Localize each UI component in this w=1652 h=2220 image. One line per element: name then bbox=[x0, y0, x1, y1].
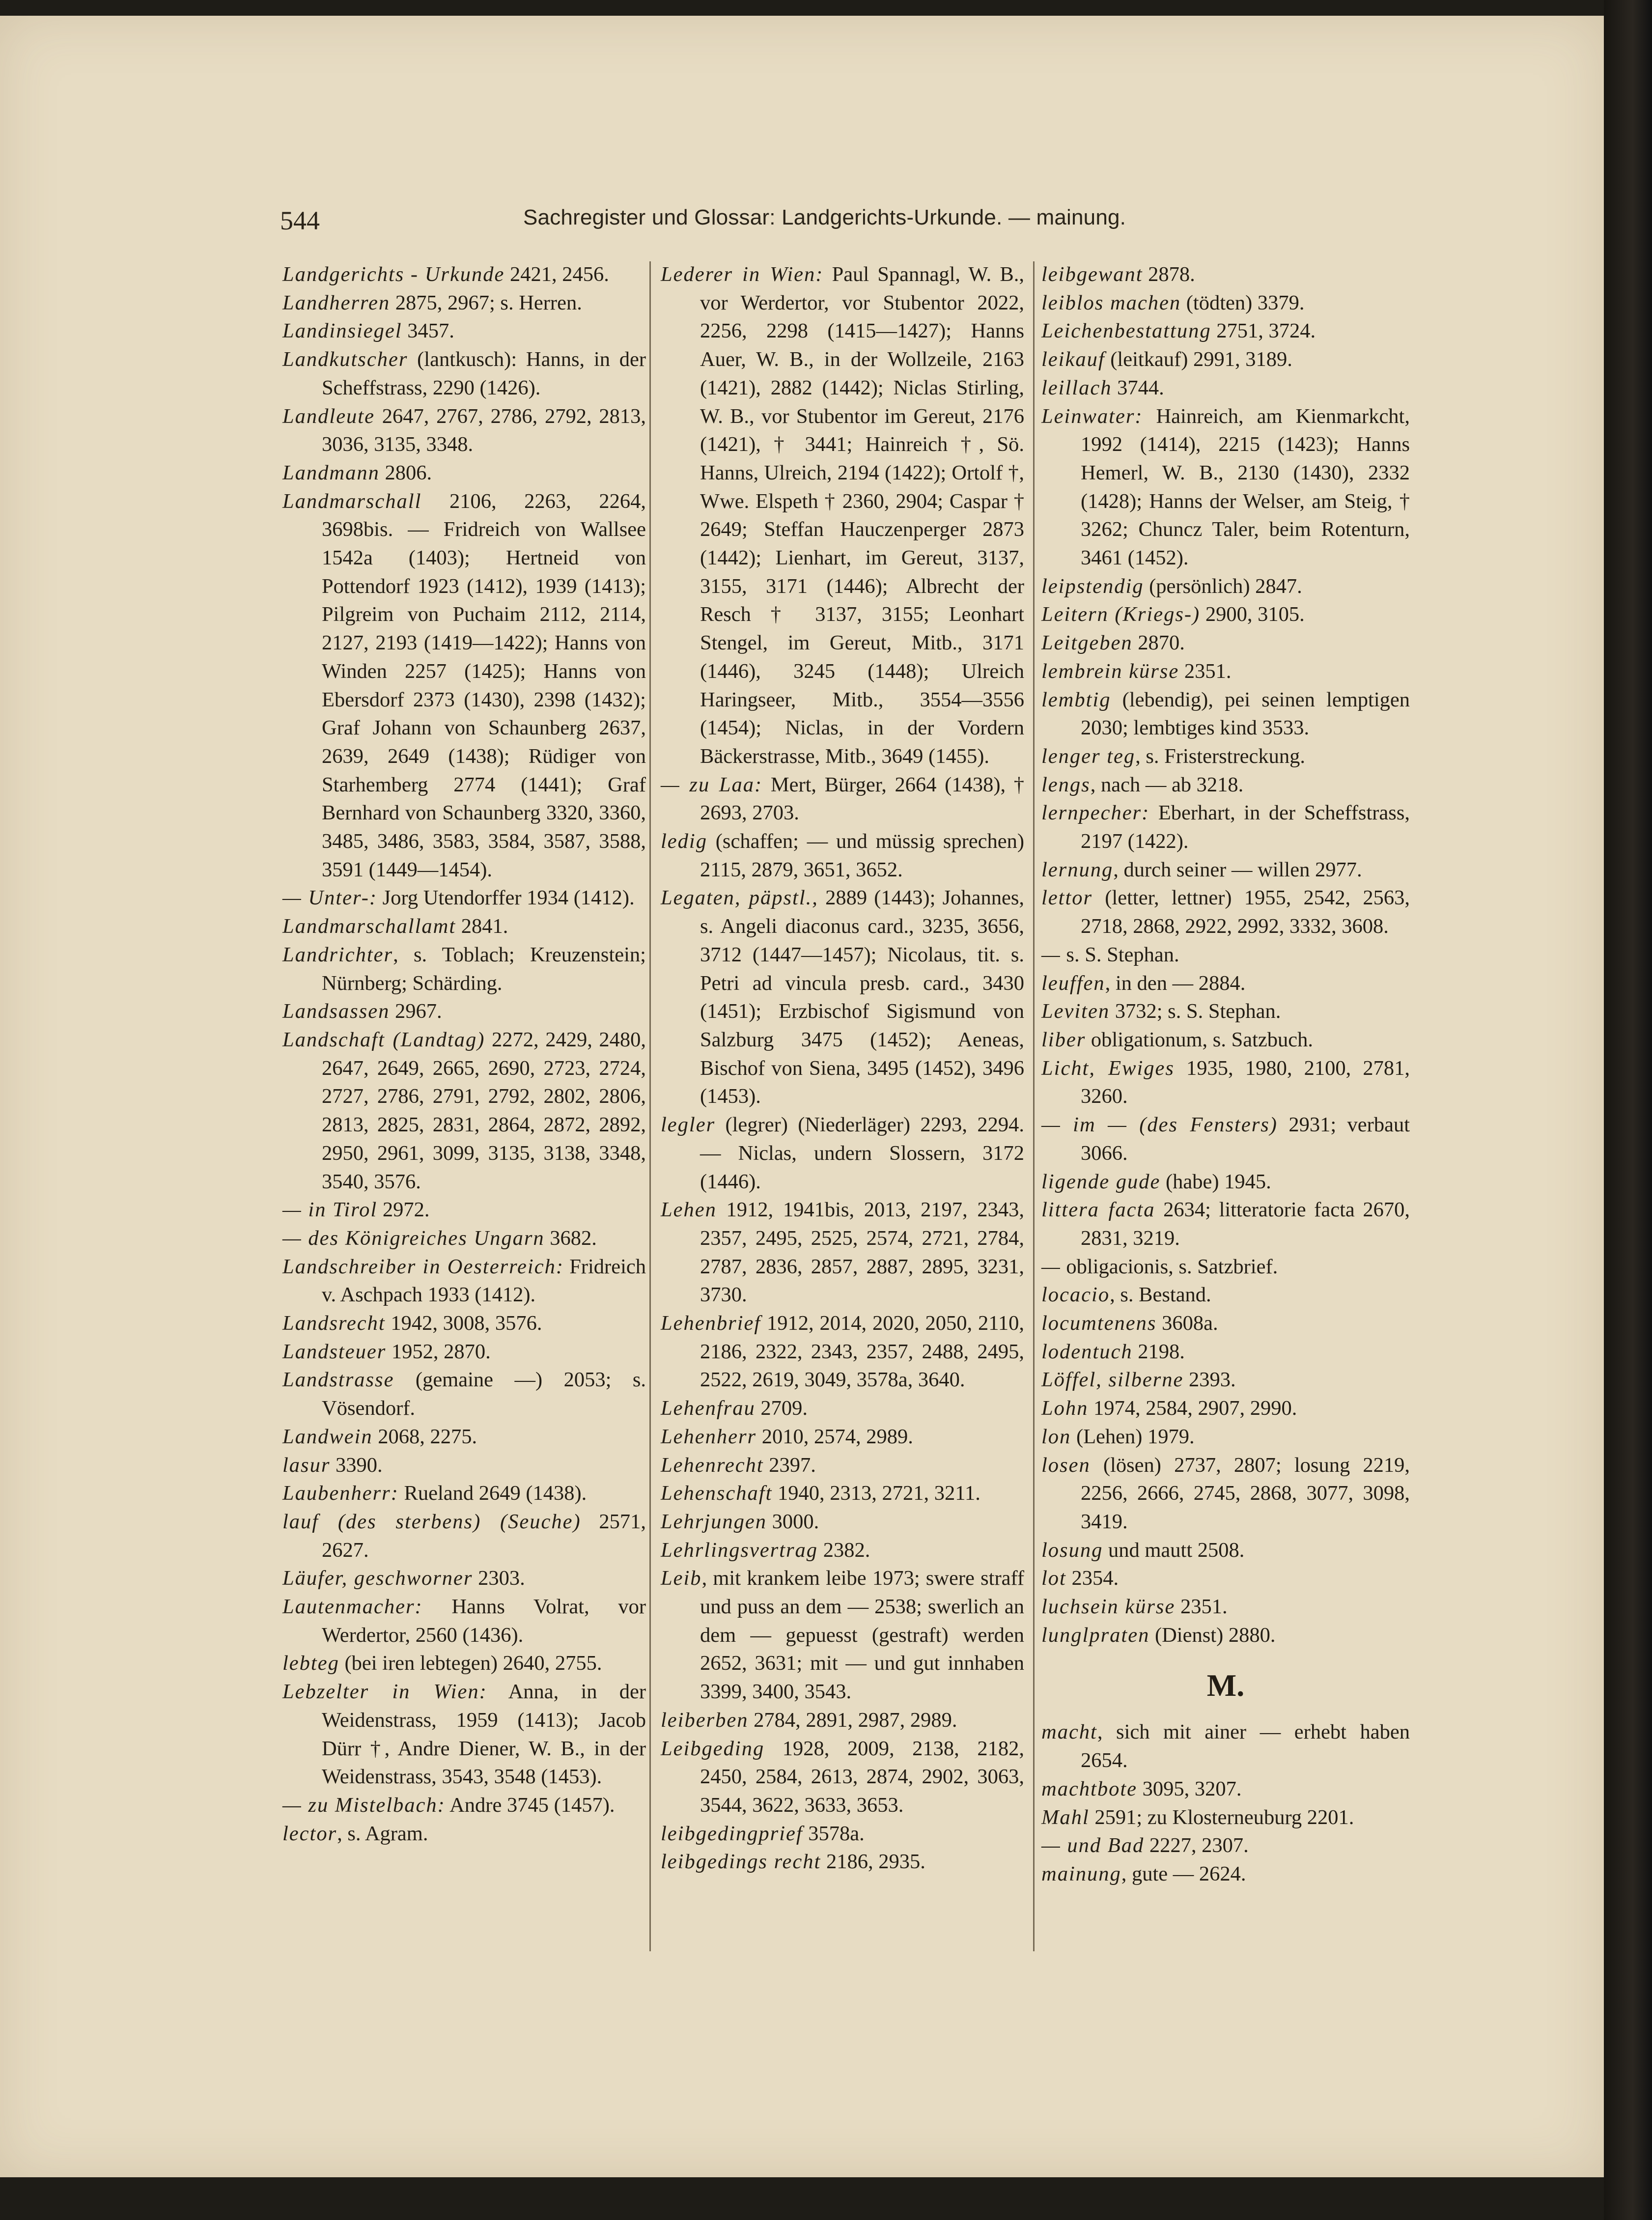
entry-text: 2709. bbox=[755, 1397, 808, 1420]
entry-lemma: littera facta bbox=[1041, 1198, 1155, 1222]
index-entry bbox=[1041, 1054, 1410, 1111]
entry-text: 2351. bbox=[1175, 1595, 1228, 1619]
index-entry bbox=[1041, 1803, 1410, 1832]
entry-text: 1935, 1980, 2100, 2781, 3260. bbox=[1081, 1056, 1410, 1108]
entry-text: Rueland 2649 (1438). bbox=[398, 1482, 587, 1505]
section-heading: M. bbox=[1206, 1668, 1245, 1703]
index-entry bbox=[1041, 345, 1410, 374]
entry-text: 3457. bbox=[402, 319, 454, 343]
index-entry bbox=[1041, 260, 1410, 289]
entry-text: (lösen) 2737, 2807; losung 2219, 2256, 2666, 2745, 2868, 3077, 3098, 3419. bbox=[1081, 1453, 1410, 1533]
entry-text: (Dienst) 2880. bbox=[1149, 1623, 1276, 1647]
index-entry bbox=[1041, 317, 1410, 345]
index-entry bbox=[661, 771, 1024, 827]
entry-lemma: lembtig bbox=[1041, 688, 1111, 711]
index-column-1 bbox=[282, 260, 646, 1848]
entry-lemma: Landkutscher bbox=[282, 348, 408, 371]
entry-text: , in den — 2884. bbox=[1105, 971, 1246, 995]
entry-text: s. S. Stephan. bbox=[1061, 943, 1179, 966]
entry-lemma: Landsassen bbox=[282, 1000, 390, 1023]
index-entry bbox=[661, 1508, 1024, 1536]
entry-text: 1912, 2014, 2020, 2050, 2110, 2186, 2322, 2343, 2357, 2488, 2495, 2522, 2619, 3049, 3578a, 3640. bbox=[700, 1312, 1024, 1392]
entry-text: 2875, 2967; s. Herren. bbox=[390, 291, 582, 314]
entry-text: obligacionis, s. Satzbrief. bbox=[1061, 1255, 1278, 1278]
entry-text: 2967. bbox=[390, 1000, 442, 1023]
index-entry bbox=[1041, 1281, 1410, 1309]
entry-lemma: Lautenmacher: bbox=[282, 1595, 423, 1619]
entry-text: , s. Agram. bbox=[337, 1822, 428, 1845]
entry-text: 1952, 2870. bbox=[386, 1340, 491, 1363]
entry-lemma: locacio bbox=[1041, 1283, 1110, 1307]
entry-lemma: — zu Mistelbach: bbox=[282, 1793, 446, 1817]
entry-text: (tödten) 3379. bbox=[1181, 291, 1305, 314]
entry-lemma: Leitgeben bbox=[1041, 631, 1133, 655]
entry-lemma: leibgedingprief bbox=[661, 1822, 803, 1845]
index-entry bbox=[1041, 884, 1410, 940]
entry-lemma: Leviten bbox=[1041, 1000, 1110, 1023]
entry-lemma: leibgedings recht bbox=[661, 1850, 821, 1874]
entry-lemma: leiberben bbox=[661, 1708, 749, 1732]
entry-lemma: — zu Laa: bbox=[661, 773, 763, 796]
entry-text: 2106, 2263, 2264, 3698bis. — Fridreich von Wallsee 1542a (1403); Hertneid von Pottendorf 1923 (1412), 1939 (1413); Pilgreim von Puchaim 2112, 2114, 2127, 2193 (1419—1422); Hanns von Winden 2257 (1425); Hanns von Ebersdorf 2373 (1430), 2398 (1432); Graf Johann von Schaunberg 2637, 2639, 2649 (1438); Rüdiger von Starhemberg 2774 (1441); Graf Bernhard von Schaunberg 3320, 3360, 3485, 3486, 3583, 3584, 3587, 3588, 3591 (1449—1454). bbox=[322, 489, 646, 881]
entry-text: 2354. bbox=[1066, 1567, 1119, 1590]
entry-lemma: macht bbox=[1041, 1720, 1097, 1744]
entry-text: Hainreich, am Kienmarkcht, 1992 (1414), 2215 (1423); Hanns Hemerl, W. B., 2130 (1430), 2332 (1428); Hanns der Welser, am Steig, † 3262; Chuncz Taler, beim Rotenturn, 3461 (1452). bbox=[1081, 404, 1410, 570]
index-entry bbox=[282, 1791, 646, 1820]
index-entry bbox=[1041, 600, 1410, 629]
entry-lemma: lector bbox=[282, 1822, 337, 1845]
index-entry bbox=[1041, 1366, 1410, 1394]
index-entry bbox=[1041, 402, 1410, 572]
entry-text: 2068, 2275. bbox=[372, 1425, 477, 1448]
index-entry bbox=[282, 1366, 646, 1422]
entry-text: (schaffen; — und müssig sprechen) 2115, 2879, 3651, 3652. bbox=[700, 830, 1024, 881]
entry-text: 2227, 2307. bbox=[1144, 1834, 1249, 1857]
entry-text: 2634; litteratorie facta 2670, 2831, 3219. bbox=[1081, 1198, 1410, 1250]
entry-text: 3608a. bbox=[1156, 1312, 1218, 1335]
index-entry bbox=[1041, 969, 1410, 998]
entry-lemma: leipstendig bbox=[1041, 574, 1144, 598]
entry-lemma: leiblos machen bbox=[1041, 291, 1181, 314]
entry-text: 2186, 2935. bbox=[821, 1850, 925, 1874]
entry-lemma: Leichenbestattung bbox=[1041, 319, 1211, 343]
entry-lemma: ligende gude bbox=[1041, 1170, 1161, 1193]
entry-lemma: Leibgeding bbox=[661, 1737, 765, 1760]
entry-text: 2972. bbox=[377, 1198, 430, 1222]
entry-lemma: lasur bbox=[282, 1453, 331, 1477]
entry-lemma: Löffel, silberne bbox=[1041, 1368, 1184, 1392]
entry-text: (letter, lettner) 1955, 2542, 2563, 2718, 2868, 2922, 2992, 3332, 3608. bbox=[1081, 886, 1410, 938]
entry-lemma: Mahl bbox=[1041, 1805, 1090, 1829]
entry-lemma: losen bbox=[1041, 1453, 1091, 1477]
index-entry bbox=[661, 260, 1024, 771]
entry-lemma: lunglpraten bbox=[1041, 1623, 1150, 1647]
entry-text: 3732; s. S. Stephan. bbox=[1110, 1000, 1281, 1023]
index-entry bbox=[282, 289, 646, 317]
index-entry bbox=[282, 402, 646, 459]
index-entry bbox=[661, 1735, 1024, 1820]
entry-text: 3578a. bbox=[803, 1822, 865, 1845]
entry-lemma: lernung bbox=[1041, 858, 1114, 881]
entry-text: 2272, 2429, 2480, 2647, 2649, 2665, 2690, 2723, 2724, 2727, 2786, 2791, 2792, 2802, 2806, 2813, 2825, 2831, 2864, 2872, 2892, 2950, 2961, 3099, 3135, 3138, 3348, 3540, 3576. bbox=[322, 1028, 646, 1193]
index-entry bbox=[1041, 1718, 1410, 1774]
entry-text: 1974, 2584, 2907, 2990. bbox=[1088, 1397, 1297, 1420]
entry-lemma: Lehenschaft bbox=[661, 1482, 773, 1505]
entry-lemma: Lehrlingsvertrag bbox=[661, 1538, 818, 1562]
entry-text: Hanns Volrat, vor Werdertor, 2560 (1436). bbox=[322, 1595, 646, 1647]
index-entry bbox=[1041, 1168, 1410, 1196]
index-entry bbox=[282, 1678, 646, 1791]
index-entry bbox=[661, 1451, 1024, 1480]
entry-text: 2421, 2456. bbox=[504, 263, 609, 286]
entry-lemma: ledig bbox=[661, 830, 707, 853]
index-entry bbox=[1041, 1026, 1410, 1054]
index-entry bbox=[1041, 1451, 1410, 1536]
index-entry bbox=[1041, 1536, 1410, 1565]
entry-text: 2397. bbox=[763, 1453, 816, 1477]
entry-lemma: losung bbox=[1041, 1538, 1103, 1562]
index-entry bbox=[1041, 686, 1410, 742]
entry-text: 2198. bbox=[1132, 1340, 1185, 1363]
entry-text: 2010, 2574, 2989. bbox=[756, 1425, 913, 1448]
index-entry bbox=[282, 1423, 646, 1451]
entry-text: (lantkusch): Hanns, in der Scheffstrass, 2290 (1426). bbox=[322, 348, 646, 399]
index-entry bbox=[1041, 1621, 1410, 1650]
entry-lemma: leillach bbox=[1041, 376, 1112, 399]
index-entry bbox=[282, 884, 646, 912]
entry-lemma: leuffen bbox=[1041, 971, 1105, 995]
entry-text: (bei iren lebtegen) 2640, 2755. bbox=[339, 1652, 602, 1675]
entry-text: (leitkauf) 2991, 3189. bbox=[1105, 348, 1292, 371]
entry-text: 1928, 2009, 2138, 2182, 2450, 2584, 2613, 2874, 2902, 3063, 3544, 3622, 3633, 3653. bbox=[700, 1737, 1024, 1817]
entry-text: obligationum, s. Satzbuch. bbox=[1086, 1028, 1314, 1051]
entry-text: 2591; zu Klosterneuburg 2201. bbox=[1089, 1805, 1354, 1829]
entry-lemma: Licht, Ewiges bbox=[1041, 1056, 1175, 1080]
index-entry bbox=[1041, 941, 1410, 969]
entry-text: , s. Bestand. bbox=[1110, 1283, 1211, 1307]
index-entry bbox=[661, 1309, 1024, 1394]
entry-lemma: Lehen bbox=[661, 1198, 717, 1222]
entry-lemma: Landmarschall bbox=[282, 489, 422, 513]
entry-lemma: Landschaft (Landtag) bbox=[282, 1028, 485, 1051]
index-entry bbox=[1041, 799, 1410, 855]
index-entry bbox=[1041, 1775, 1410, 1803]
page-number: 544 bbox=[280, 206, 320, 235]
entry-text: , s. Fristerstreckung. bbox=[1135, 744, 1305, 768]
index-entry bbox=[282, 997, 646, 1026]
index-entry bbox=[282, 487, 646, 884]
index-entry bbox=[1041, 1831, 1410, 1860]
index-entry bbox=[661, 1423, 1024, 1451]
entry-lemma: machtbote bbox=[1041, 1777, 1138, 1800]
entry-text: Mert, Bürger, 2664 (1438), † 2693, 2703. bbox=[700, 773, 1024, 825]
index-entry bbox=[1041, 1423, 1410, 1451]
entry-lemma: locumtenens bbox=[1041, 1312, 1157, 1335]
entry-lemma: Landgerichts - Urkunde bbox=[282, 263, 505, 286]
index-entry bbox=[1041, 1593, 1410, 1621]
index-column-2 bbox=[661, 260, 1024, 1876]
index-entry bbox=[1041, 374, 1410, 402]
entry-lemma: Lehenrecht bbox=[661, 1453, 764, 1477]
entry-lemma: Läufer, geschworner bbox=[282, 1567, 473, 1590]
entry-lemma: Landwein bbox=[282, 1425, 373, 1448]
entry-lemma: — Unter-: bbox=[282, 886, 378, 910]
entry-text: , nach — ab 3218. bbox=[1090, 773, 1244, 796]
entry-lemma: lettor bbox=[1041, 886, 1093, 910]
entry-lemma: lengs bbox=[1041, 773, 1091, 796]
index-entry bbox=[1041, 1860, 1410, 1888]
entry-lemma: lembrein kürse bbox=[1041, 659, 1179, 683]
index-entry bbox=[282, 1196, 646, 1224]
entry-text: 2870. bbox=[1132, 631, 1185, 655]
index-entry bbox=[1041, 629, 1410, 657]
entry-text: 2784, 2891, 2987, 2989. bbox=[748, 1708, 957, 1732]
index-entry bbox=[1041, 1338, 1410, 1366]
index-entry bbox=[661, 1394, 1024, 1423]
entry-lemma: — des Königreiches Ungarn bbox=[282, 1226, 545, 1250]
index-entry bbox=[661, 827, 1024, 884]
entry-text: 2393. bbox=[1183, 1368, 1236, 1392]
entry-lemma: lauf (des sterbens) (Seuche) bbox=[282, 1510, 581, 1533]
entry-lemma: Landstrasse bbox=[282, 1368, 394, 1392]
index-entry bbox=[661, 1479, 1024, 1508]
entry-text: , durch seiner — willen 2977. bbox=[1113, 858, 1362, 881]
entry-text: 1940, 2313, 2721, 3211. bbox=[772, 1482, 980, 1505]
entry-lemma: — bbox=[1041, 943, 1061, 966]
entry-text: 1942, 3008, 3576. bbox=[385, 1312, 542, 1335]
index-entry bbox=[282, 345, 646, 402]
index-entry bbox=[1041, 1309, 1410, 1338]
index-entry bbox=[1041, 742, 1410, 771]
index-entry bbox=[661, 1536, 1024, 1565]
entry-lemma: leibgewant bbox=[1041, 263, 1143, 286]
entry-lemma: Leitern (Kriegs-) bbox=[1041, 603, 1201, 626]
entry-text: 2900, 3105. bbox=[1200, 603, 1305, 626]
index-entry bbox=[661, 1196, 1024, 1309]
entry-lemma: Lehenfrau bbox=[661, 1397, 756, 1420]
index-entry bbox=[282, 260, 646, 289]
entry-text: 2303. bbox=[473, 1567, 525, 1590]
entry-lemma: Laubenherr: bbox=[282, 1482, 399, 1505]
index-entry bbox=[282, 1338, 646, 1366]
entry-text: (lebendig), pei seinen lemptigen 2030; lembtiges kind 3533. bbox=[1081, 688, 1410, 740]
index-entry bbox=[1041, 771, 1410, 799]
index-entry bbox=[1041, 1564, 1410, 1593]
entry-lemma: lodentuch bbox=[1041, 1340, 1133, 1363]
entry-text: Jorg Utendorffer 1934 (1412). bbox=[377, 886, 635, 910]
entry-lemma: Landinsiegel bbox=[282, 319, 402, 343]
entry-lemma: Landsrecht bbox=[282, 1312, 386, 1335]
entry-text: Andre 3745 (1457). bbox=[445, 1793, 615, 1817]
index-entry bbox=[1041, 1196, 1410, 1252]
index-entry bbox=[1041, 289, 1410, 317]
entry-lemma: legler bbox=[661, 1113, 716, 1137]
entry-lemma: Leinwater: bbox=[1041, 404, 1143, 428]
index-entry bbox=[1041, 1253, 1410, 1281]
entry-lemma: Lehrjungen bbox=[661, 1510, 767, 1533]
entry-text: Eberhart, in der Scheffstrass, 2197 (1422). bbox=[1081, 801, 1410, 853]
index-entry bbox=[661, 1564, 1024, 1706]
entry-text: Paul Spannagl, W. B., vor Werdertor, vor Stubentor 2022, 2256, 2298 (1415—1427); Hanns Auer, W. B., in der Wollzeile, 2163 (1421), 2882 (1442); Niclas Stirling, W. B., vor Stubentor im Gereut, 2176 (1421), † 3441; Hainreich †, Sö. Hanns, Ulreich, 2194 (1422); Ortolf †, Wwe. Elspeth † 2360, 2904; Caspar † 2649; Steffan Hauczenperger 2873 (1442); Lienhart, im Gereut, 3137, 3155, 3171 (1446); Albrecht der Resch † 3137, 3155; Leonhart Stengel, im Gereut, Mitb., 3171 (1446), 3245 (1448); Ulreich Haringseer, Mitb., 3554—3556 (1454); Niclas, in der Vordern Bäckerstrasse, Mitb., 3649 (1455). bbox=[700, 263, 1024, 768]
entry-text: 2806. bbox=[379, 461, 432, 484]
entry-lemma: lernpecher: bbox=[1041, 801, 1150, 825]
entry-text: 2647, 2767, 2786, 2792, 2813, 3036, 3135, 3348. bbox=[322, 404, 646, 456]
entry-lemma: Lehenbrief bbox=[661, 1312, 761, 1335]
index-entry bbox=[1041, 997, 1410, 1026]
index-entry bbox=[282, 1224, 646, 1253]
entry-text: , mit krankem leibe 1973; swere straff und puss an dem — 2538; swerlich an dem — gepuesst (gestraft) werden 2652, 3631; mit — und gut innhaben 3399, 3400, 3543. bbox=[700, 1567, 1024, 1704]
entry-text: , s. Toblach; Kreuzenstein; Nürnberg; Schärding. bbox=[322, 943, 646, 995]
index-entry bbox=[282, 459, 646, 487]
entry-lemma: Lederer in Wien: bbox=[661, 263, 824, 286]
index-entry bbox=[282, 1564, 646, 1593]
index-entry bbox=[661, 1848, 1024, 1876]
index-entry bbox=[282, 1309, 646, 1338]
entry-lemma: — im — (des Fensters) bbox=[1041, 1113, 1278, 1137]
entry-text: 2571, 2627. bbox=[322, 1510, 646, 1562]
entry-lemma: liber bbox=[1041, 1028, 1086, 1051]
entry-lemma: Lohn bbox=[1041, 1397, 1089, 1420]
index-entry bbox=[282, 1026, 646, 1196]
entry-lemma: Legaten, päpstl., bbox=[661, 886, 818, 910]
entry-text: (habe) 1945. bbox=[1160, 1170, 1271, 1193]
entry-text: 3095, 3207. bbox=[1137, 1777, 1242, 1800]
index-entry bbox=[1041, 1394, 1410, 1423]
entry-lemma: lebteg bbox=[282, 1652, 339, 1675]
index-entry bbox=[282, 317, 646, 345]
entry-lemma: Landleute bbox=[282, 404, 375, 428]
entry-text: , sich mit ainer — erhebt haben 2654. bbox=[1081, 1720, 1410, 1772]
entry-lemma: lenger teg bbox=[1041, 744, 1136, 768]
entry-lemma: Landsteuer bbox=[282, 1340, 387, 1363]
entry-lemma: Landmann bbox=[282, 461, 380, 484]
entry-text: 2931; verbaut 3066. bbox=[1081, 1113, 1410, 1165]
index-entry bbox=[661, 1706, 1024, 1735]
entry-text: (gemaine —) 2053; s. Vösendorf. bbox=[322, 1368, 646, 1420]
entry-text: 2382. bbox=[818, 1538, 870, 1562]
entry-lemma: Landschreiber in Oesterreich: bbox=[282, 1255, 564, 1278]
entry-lemma: Lebzelter in Wien: bbox=[282, 1680, 487, 1704]
entry-text: 3390. bbox=[330, 1453, 383, 1477]
index-entry bbox=[282, 941, 646, 997]
entry-lemma: lot bbox=[1041, 1567, 1066, 1590]
scan-edge bbox=[1604, 0, 1652, 2220]
entry-lemma: luchsein kürse bbox=[1041, 1595, 1176, 1619]
page-header bbox=[280, 205, 1508, 245]
index-entry bbox=[282, 1593, 646, 1649]
index-entry bbox=[661, 1820, 1024, 1848]
entry-lemma: — und Bad bbox=[1041, 1834, 1145, 1857]
entry-text: (Lehen) 1979. bbox=[1071, 1425, 1195, 1448]
index-entry bbox=[282, 1253, 646, 1309]
entry-text: 3744. bbox=[1112, 376, 1164, 399]
entry-lemma: — in Tirol bbox=[282, 1198, 378, 1222]
entry-text: 2889 (1443); Johannes, s. Angeli diaconus card., 3235, 3656, 3712 (1447—1457); Nicolaus, tit. s. Petri ad vincula presb. card., 3430 (1451); Erzbischof Sigismund von Salzburg 3475 (1452); Aeneas, Bischof von Siena, 3495 (1452), 3496 (1453). bbox=[700, 886, 1024, 1108]
index-entry bbox=[661, 1111, 1024, 1196]
index-entry bbox=[1041, 856, 1410, 884]
entry-text: 1912, 1941bis, 2013, 2197, 2343, 2357, 2495, 2525, 2574, 2721, 2784, 2787, 2836, 2857, 2887, 2895, 3231, 3730. bbox=[700, 1198, 1024, 1307]
entry-text: (persönlich) 2847. bbox=[1144, 574, 1302, 598]
index-column-3 bbox=[1041, 260, 1410, 1888]
column-rule bbox=[1033, 261, 1035, 1951]
entry-text: 3682. bbox=[544, 1226, 597, 1250]
index-entry bbox=[282, 1508, 646, 1564]
entry-text: 2751, 3724. bbox=[1211, 319, 1316, 343]
running-head: Sachregister und Glossar: Landgerichts-Urkunde. — mainung. bbox=[523, 205, 1126, 229]
index-entry bbox=[661, 884, 1024, 1111]
entry-lemma: Leib bbox=[661, 1567, 702, 1590]
entry-lemma: Landmarschallamt bbox=[282, 915, 456, 938]
index-entry bbox=[282, 1479, 646, 1508]
entry-text: 2351. bbox=[1179, 659, 1232, 683]
entry-text: 2841. bbox=[456, 915, 508, 938]
index-entry bbox=[282, 1649, 646, 1678]
index-entry bbox=[1041, 1111, 1410, 1167]
entry-lemma: mainung bbox=[1041, 1862, 1121, 1885]
index-entry bbox=[282, 912, 646, 941]
column-rule bbox=[649, 261, 651, 1951]
entry-text: und mautt 2508. bbox=[1103, 1538, 1245, 1562]
entry-lemma: — bbox=[1041, 1255, 1061, 1278]
entry-lemma: Landrichter bbox=[282, 943, 393, 966]
entry-text: Fridreich v. Aschpach 1933 (1412). bbox=[322, 1255, 646, 1307]
index-entry bbox=[282, 1451, 646, 1480]
entry-lemma: lon bbox=[1041, 1425, 1071, 1448]
entry-text: 2878. bbox=[1143, 263, 1195, 286]
entry-text: Anna, in der Weidenstrass, 1959 (1413); Jacob Dürr †, Andre Diener, W. B., in der Weidenstrass, 3543, 3548 (1453). bbox=[322, 1680, 646, 1789]
entry-text: (legrer) (Niederläger) 2293, 2294. — Niclas, undern Slossern, 3172 (1446). bbox=[700, 1113, 1024, 1193]
entry-lemma: Landherren bbox=[282, 291, 391, 314]
entry-lemma: Lehenherr bbox=[661, 1425, 757, 1448]
entry-text: 3000. bbox=[766, 1510, 819, 1533]
entry-lemma: leikauf bbox=[1041, 348, 1105, 371]
entry-text: , gute — 2624. bbox=[1121, 1862, 1246, 1885]
index-entry bbox=[1041, 572, 1410, 601]
index-entry bbox=[282, 1820, 646, 1848]
index-entry bbox=[1041, 657, 1410, 686]
